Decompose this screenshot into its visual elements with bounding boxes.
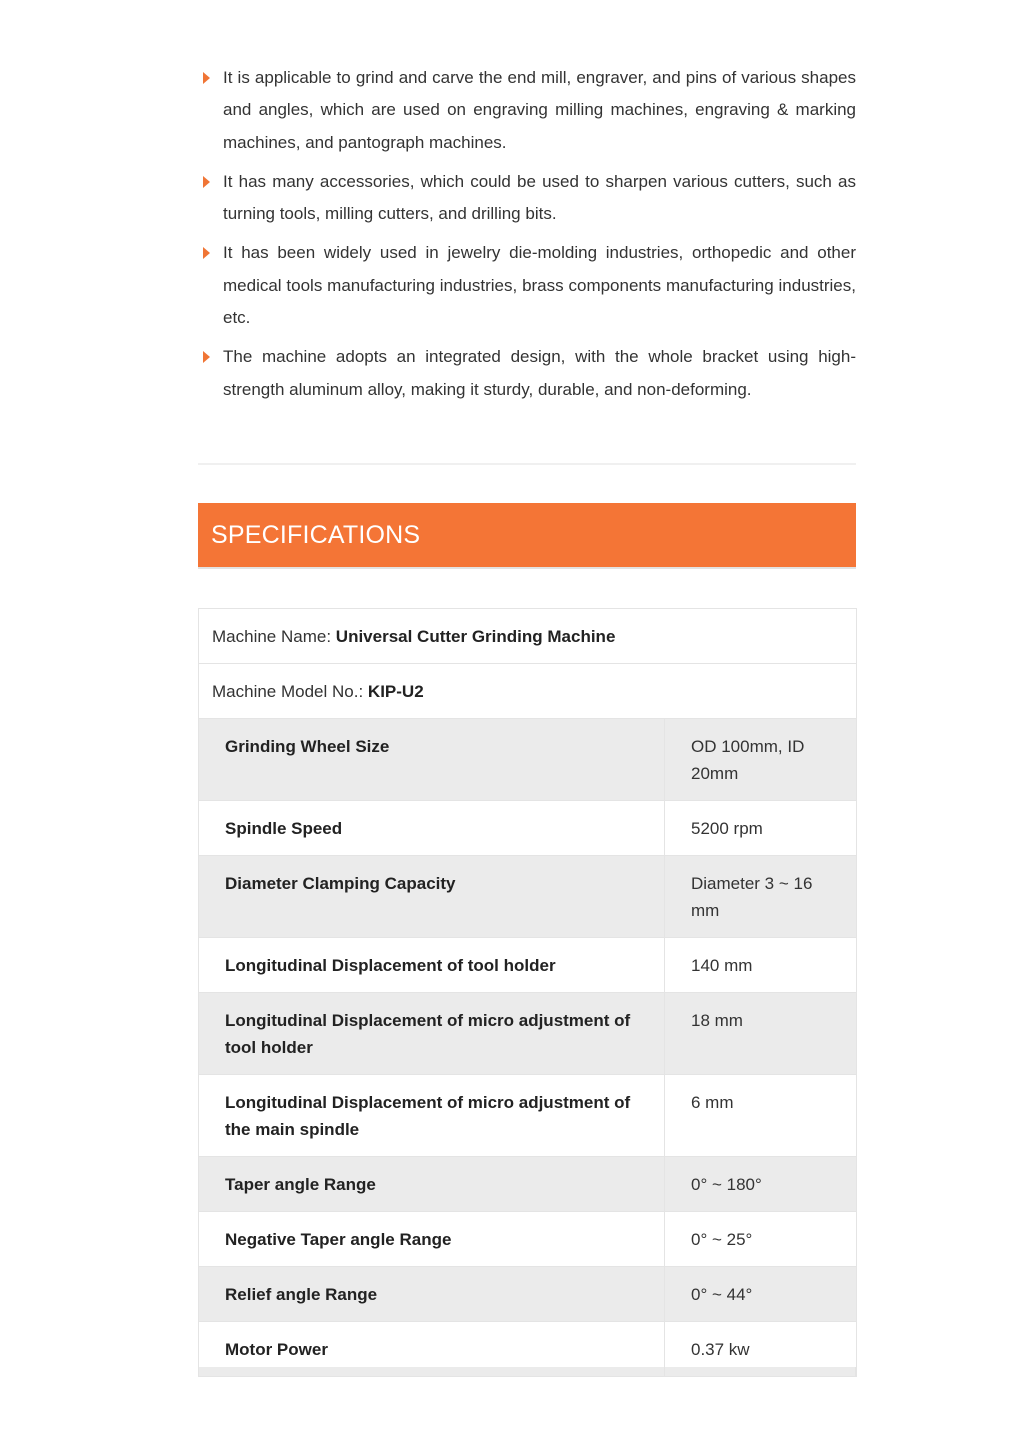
spec-value: 0.37 kw: [665, 1322, 857, 1377]
caret-right-icon: [203, 351, 210, 363]
spec-label: Negative Taper angle Range: [199, 1212, 665, 1267]
spec-label: Longitudinal Displacement of micro adjustment of tool holder: [199, 993, 665, 1075]
specifications-header: [198, 503, 856, 569]
table-row: [199, 801, 857, 856]
machine-model-row: [199, 664, 857, 719]
table-column-divider: [664, 1367, 665, 1376]
caret-right-icon: [203, 247, 210, 259]
specifications-title: SPECIFICATIONS: [211, 521, 421, 549]
machine-name-value: Universal Cutter Grinding Machine: [335, 627, 616, 646]
machine-model-value: KIP-U2: [367, 682, 424, 701]
table-row: [199, 719, 857, 801]
feature-text: The machine adopts an integrated design, with the whole bracket using high-strength aluminum alloy, making it sturdy, durable, and non-deforming.: [223, 347, 856, 399]
table-row-cutoff: [198, 1367, 856, 1376]
table-row: [199, 993, 857, 1075]
caret-right-icon: [203, 176, 210, 188]
feature-text: It has many accessories, which could be used to sharpen various cutters, such as turning tools, milling cutters, and drilling bits.: [223, 171, 856, 224]
table-row: [199, 1212, 857, 1267]
spec-value: 140 mm: [665, 938, 857, 993]
spec-value: 5200 rpm: [665, 801, 857, 856]
machine-name-label: Machine Name:: [212, 627, 332, 646]
machine-name-row: [199, 609, 857, 664]
table-row: [199, 856, 857, 938]
spec-value: 0° ~ 44°: [665, 1267, 857, 1322]
specifications-table: [198, 608, 857, 1377]
spec-label: Taper angle Range: [199, 1157, 665, 1212]
feature-item: [198, 237, 856, 334]
spec-label: Longitudinal Displacement of micro adjustment of the main spindle: [199, 1075, 665, 1157]
spec-label: Grinding Wheel Size: [199, 719, 665, 801]
feature-item: [198, 341, 856, 406]
feature-item: [198, 166, 856, 231]
spec-value: OD 100mm, ID 20mm: [665, 719, 857, 801]
spec-value: 18 mm: [665, 993, 857, 1075]
machine-model-cell: [199, 664, 857, 719]
spec-value: 0° ~ 180°: [665, 1157, 857, 1212]
spec-label: Diameter Clamping Capacity: [199, 856, 665, 938]
table-row: [199, 1157, 857, 1212]
feature-item: [198, 62, 856, 159]
spec-label: Relief angle Range: [199, 1267, 665, 1322]
feature-list: [198, 62, 856, 413]
feature-text: It has been widely used in jewelry die-molding industries, orthopedic and other medical tools manufacturing industries, brass components manufacturing industries, etc.: [223, 243, 856, 328]
table-row: [199, 1075, 857, 1157]
section-divider: [198, 463, 856, 465]
table-row: [199, 938, 857, 993]
caret-right-icon: [203, 72, 210, 84]
spec-label: Motor Power: [199, 1322, 665, 1377]
spec-label: Longitudinal Displacement of tool holder: [199, 938, 665, 993]
spec-value: 0° ~ 25°: [665, 1212, 857, 1267]
table-row: [199, 1267, 857, 1322]
feature-text: It is applicable to grind and carve the end mill, engraver, and pins of various shapes and angles, which are used on engraving milling machines, engraving & marking machines, and pantograph machines.: [223, 68, 856, 152]
spec-value: 6 mm: [665, 1075, 857, 1157]
machine-model-label: Machine Model No.:: [212, 682, 364, 701]
spec-value: Diameter 3 ~ 16 mm: [665, 856, 857, 938]
machine-name-cell: [199, 609, 857, 664]
spec-label: Spindle Speed: [199, 801, 665, 856]
